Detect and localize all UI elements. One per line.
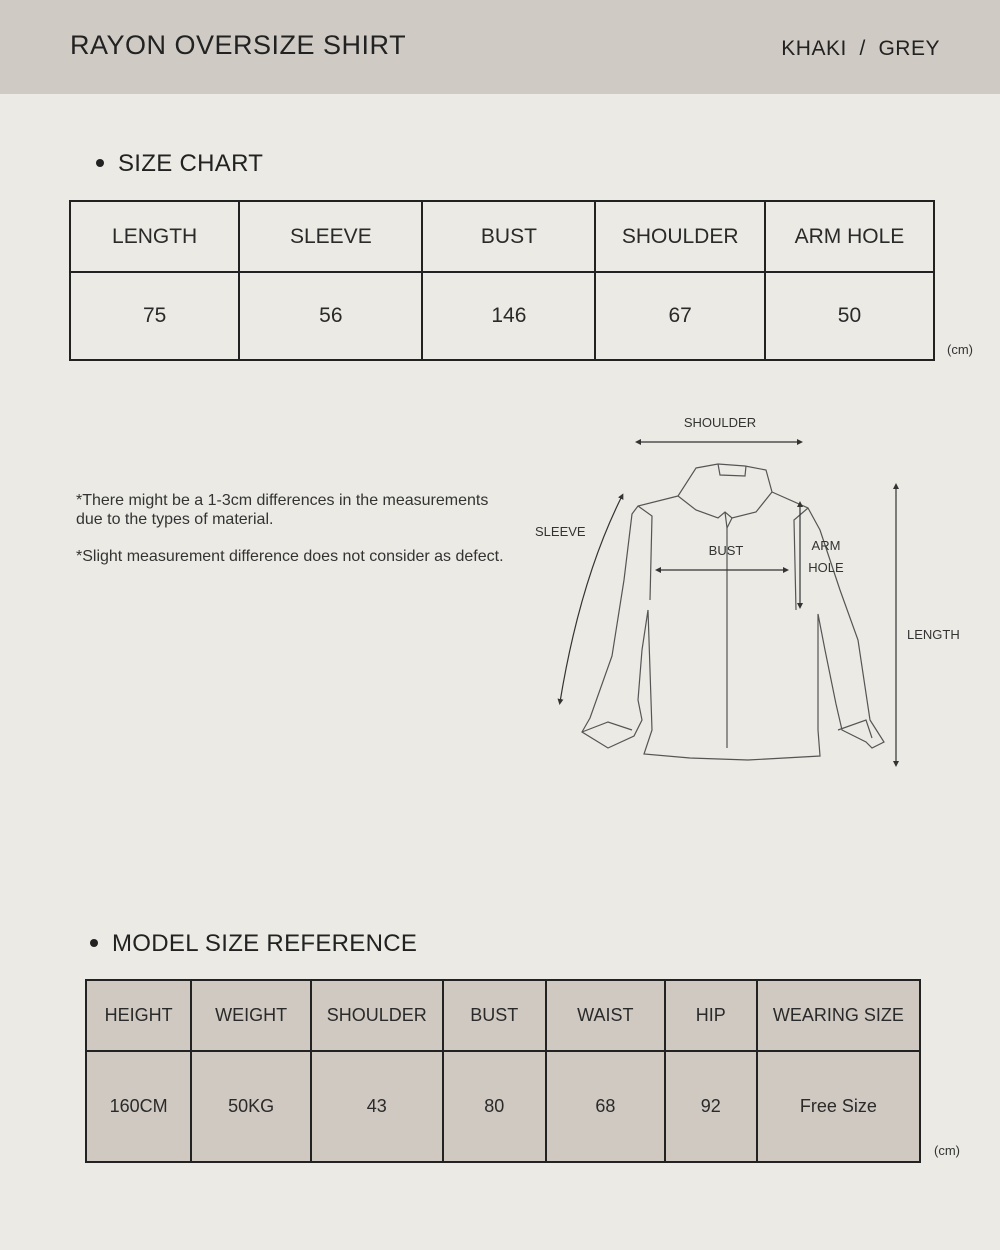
header-cell: BUST — [443, 980, 546, 1051]
table-row — [70, 272, 934, 360]
value-cell: 50KG — [191, 1051, 311, 1162]
header-cell: ARM HOLE — [765, 201, 934, 272]
header-cell: SLEEVE — [239, 201, 422, 272]
shirt-outline-icon — [582, 464, 884, 760]
size-chart-label: SIZE CHART — [118, 150, 264, 177]
value-cell: Free Size — [757, 1051, 920, 1162]
table-header-row — [70, 201, 934, 272]
note-material: *There might be a 1-3cm differences in the measurements due to the types of material. — [76, 492, 489, 528]
diagram-label-hole: HOLE — [808, 560, 844, 575]
value-cell: 43 — [311, 1051, 443, 1162]
model-size-heading — [90, 930, 417, 958]
model-size-table — [85, 979, 921, 1163]
note-defect: *Slight measurement difference does not consider as defect. — [76, 548, 504, 565]
value-cell: 50 — [765, 272, 934, 360]
value-cell: 92 — [665, 1051, 757, 1162]
header-cell: WEARING SIZE — [757, 980, 920, 1051]
header-cell: HIP — [665, 980, 757, 1051]
header-cell: WEIGHT — [191, 980, 311, 1051]
shirt-measurement-diagram — [520, 400, 980, 790]
color-options: KHAKI / GREY — [781, 37, 940, 60]
value-cell: 56 — [239, 272, 422, 360]
header-cell: SHOULDER — [311, 980, 443, 1051]
bullet-icon — [96, 159, 104, 167]
value-cell: 75 — [70, 272, 239, 360]
value-cell: 68 — [546, 1051, 665, 1162]
table-row — [86, 1051, 920, 1162]
value-cell: 67 — [595, 272, 765, 360]
diagram-label-shoulder: SHOULDER — [683, 415, 757, 430]
diagram-label-arm: ARM — [811, 538, 841, 553]
diagram-label-sleeve: SLEEVE — [535, 524, 586, 539]
model-size-label: MODEL SIZE REFERENCE — [112, 930, 418, 957]
size-chart-table — [69, 200, 935, 361]
header-cell: HEIGHT — [86, 980, 191, 1051]
value-cell: 146 — [422, 272, 595, 360]
diagram-label-bust: BUST — [708, 543, 744, 558]
model-size-unit: (cm) — [934, 1143, 960, 1158]
diagram-label-length: LENGTH — [907, 627, 960, 642]
size-chart-unit: (cm) — [947, 342, 973, 357]
table-header-row — [86, 980, 920, 1051]
header-cell: BUST — [422, 201, 595, 272]
value-cell: 160CM — [86, 1051, 191, 1162]
size-chart-heading — [96, 150, 263, 178]
header-bar — [0, 0, 1000, 94]
bullet-icon — [90, 939, 98, 947]
product-title: RAYON OVERSIZE SHIRT — [70, 30, 407, 60]
header-cell: LENGTH — [70, 201, 239, 272]
header-cell: SHOULDER — [595, 201, 765, 272]
header-cell: WAIST — [546, 980, 665, 1051]
value-cell: 80 — [443, 1051, 546, 1162]
